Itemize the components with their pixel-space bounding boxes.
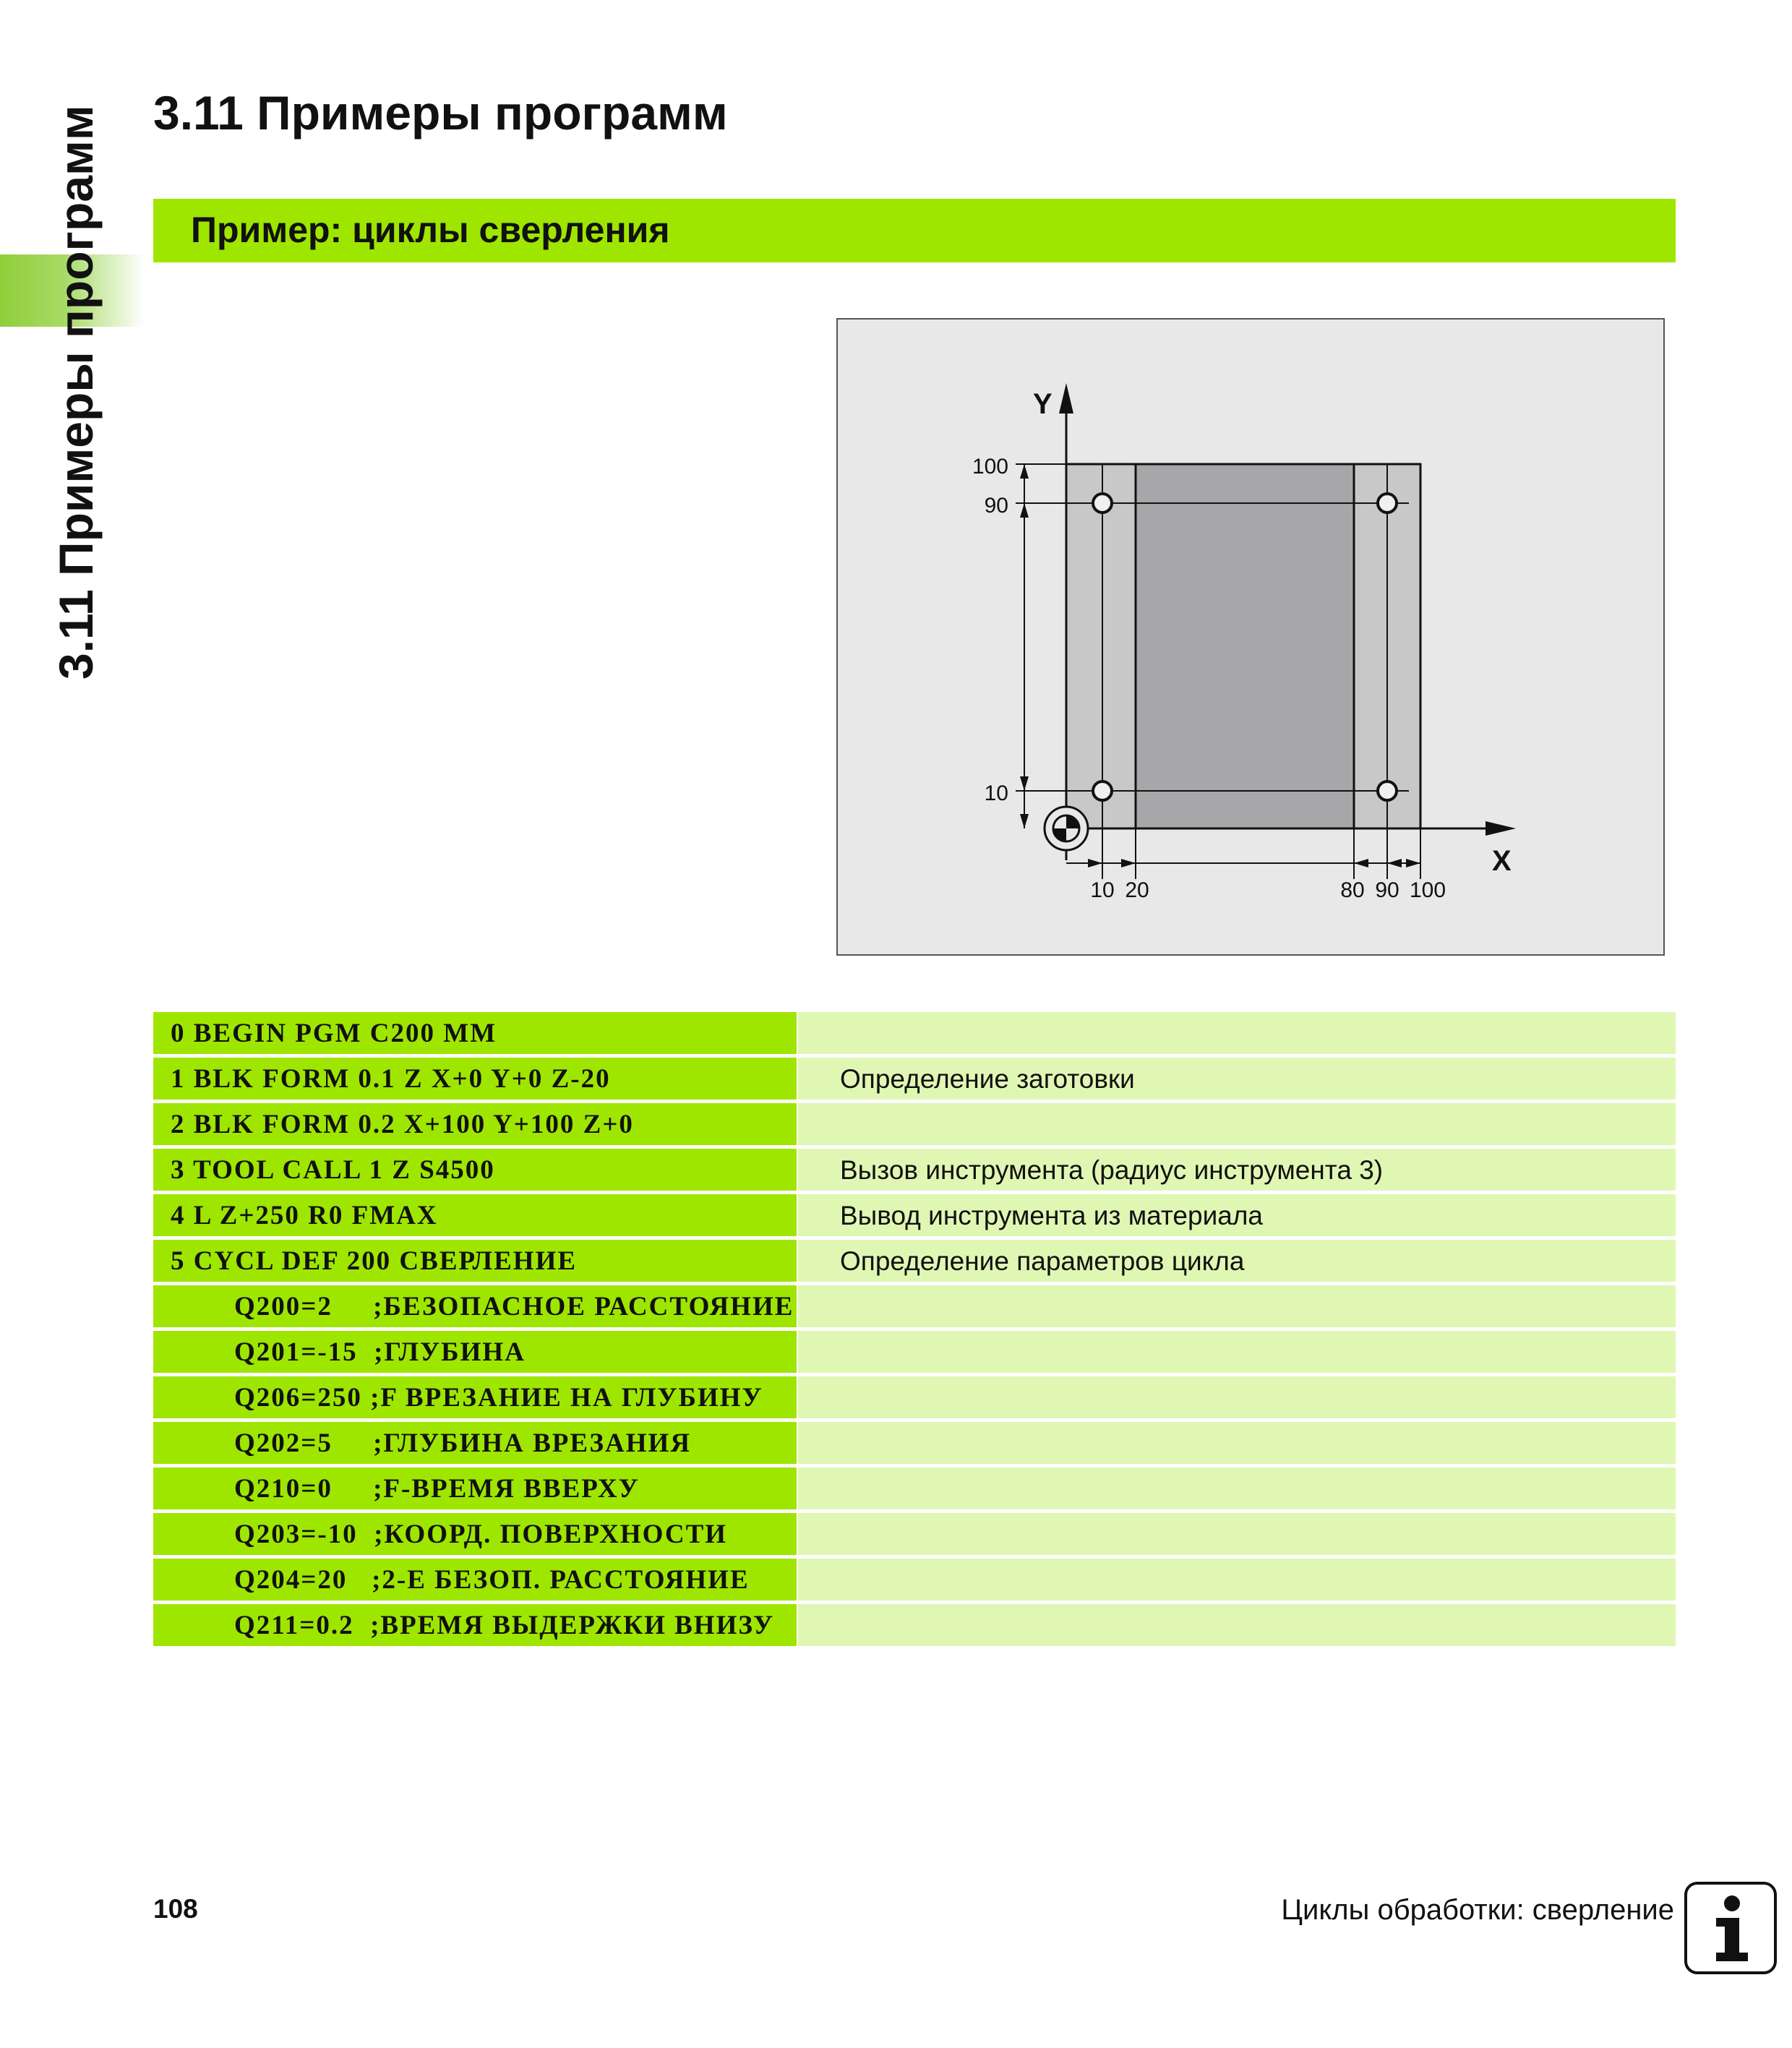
program-row: [153, 1604, 1676, 1646]
code-cell: [153, 1285, 797, 1327]
code-cell: [153, 1422, 797, 1464]
code-text: 5 CYCL DEF 200 СВЕРЛЕНИЕ: [171, 1246, 578, 1276]
dim-arrow: [1387, 859, 1402, 867]
comment-cell: [798, 1194, 1676, 1236]
code-cell: [153, 1559, 797, 1601]
code-cell: [153, 1376, 797, 1418]
comment-cell: [798, 1331, 1676, 1373]
code-cell: [153, 1058, 797, 1100]
program-row: [153, 1058, 1676, 1100]
code-cell: [153, 1468, 797, 1509]
dim-arrow: [1406, 859, 1420, 867]
code-text: 3 TOOL CALL 1 Z S4500: [171, 1155, 495, 1185]
hole-marker: [1378, 494, 1397, 513]
program-row: [153, 1422, 1676, 1464]
x-tick-label: 80: [1340, 878, 1365, 902]
code-text: Q201=-15 ;ГЛУБИНА: [234, 1337, 526, 1367]
comment-cell: [798, 1103, 1676, 1145]
code-cell: [153, 1103, 797, 1145]
comment-cell: [798, 1240, 1676, 1282]
comment-cell: [798, 1058, 1676, 1100]
x-tick-label: 20: [1125, 878, 1149, 902]
program-row: [153, 1240, 1676, 1282]
dim-arrow: [1020, 814, 1029, 828]
code-text: Q200=2 ;БЕЗОПАСНОЕ РАССТОЯНИЕ: [234, 1292, 794, 1321]
code-text: Q211=0.2 ;ВРЕМЯ ВЫДЕРЖКИ ВНИЗУ: [234, 1611, 775, 1640]
code-text: Q202=5 ;ГЛУБИНА ВРЕЗАНИЯ: [234, 1428, 692, 1458]
info-glyph: [1687, 1885, 1774, 1971]
dim-arrow: [1088, 859, 1102, 867]
program-row: [153, 1468, 1676, 1509]
code-cell: [153, 1012, 797, 1054]
code-cell: [153, 1331, 797, 1373]
x-tick-label: 100: [1409, 878, 1446, 902]
hole-marker: [1378, 781, 1397, 800]
program-row: [153, 1103, 1676, 1145]
comment-cell: [798, 1513, 1676, 1555]
code-text: Q206=250 ;F ВРЕЗАНИЕ НА ГЛУБИНУ: [234, 1383, 763, 1413]
comment-text: Определение параметров цикла: [840, 1246, 1245, 1276]
comment-text: Определение заготовки: [840, 1064, 1135, 1094]
y-tick-label: 100: [972, 455, 1008, 479]
code-text: 1 BLK FORM 0.1 Z X+0 Y+0 Z-20: [171, 1064, 611, 1094]
code-text: 0 BEGIN PGM C200 MM: [171, 1019, 497, 1048]
drawing-svg: [838, 320, 1666, 957]
program-row: [153, 1513, 1676, 1555]
code-cell: [153, 1194, 797, 1236]
code-cell: [153, 1513, 797, 1555]
dim-arrow: [1354, 859, 1368, 867]
program-row: [153, 1331, 1676, 1373]
dim-arrow: [1020, 464, 1029, 479]
x-tick-label: 10: [1090, 878, 1115, 902]
program-row: [153, 1559, 1676, 1601]
code-cell: [153, 1604, 797, 1646]
workpiece-pocket: [1136, 464, 1354, 828]
program-row: [153, 1012, 1676, 1054]
hole-marker: [1093, 494, 1112, 513]
x-axis-arrow: [1486, 821, 1516, 836]
drilling-drawing: [836, 318, 1665, 956]
info-icon[interactable]: [1684, 1882, 1777, 1974]
dim-arrow: [1121, 859, 1136, 867]
dim-arrow: [1020, 776, 1029, 791]
program-row: [153, 1194, 1676, 1236]
code-text: Q210=0 ;F-ВРЕМЯ ВВЕРХУ: [234, 1474, 640, 1504]
comment-cell: [798, 1559, 1676, 1601]
code-text: Q203=-10 ;КООРД. ПОВЕРХНОСТИ: [234, 1520, 728, 1549]
page-title: 3.11 Примеры программ: [153, 86, 728, 140]
code-cell: [153, 1240, 797, 1282]
comment-cell: [798, 1012, 1676, 1054]
page-number: 108: [153, 1894, 198, 1924]
program-row: [153, 1149, 1676, 1191]
footer-chapter: Циклы обработки: сверление: [1281, 1894, 1674, 1926]
x-tick-label: 90: [1375, 878, 1399, 902]
comment-cell: [798, 1376, 1676, 1418]
comment-cell: [798, 1285, 1676, 1327]
code-cell: [153, 1149, 797, 1191]
comment-cell: [798, 1149, 1676, 1191]
program-row: [153, 1376, 1676, 1418]
section-title: Пример: циклы сверления: [191, 210, 670, 250]
x-axis-label: X: [1492, 845, 1512, 877]
code-text: Q204=20 ;2-Е БЕЗОП. РАССТОЯНИЕ: [234, 1565, 750, 1595]
side-tab-title: 3.11 Примеры программ: [49, 105, 103, 680]
comment-text: Вызов инструмента (радиус инструмента 3): [840, 1155, 1384, 1185]
code-text: 2 BLK FORM 0.2 X+100 Y+100 Z+0: [171, 1110, 634, 1139]
comment-cell: [798, 1468, 1676, 1509]
section-header: [153, 199, 1676, 262]
y-tick-label: 90: [984, 494, 1008, 518]
program-row: [153, 1285, 1676, 1327]
y-axis-arrow: [1059, 383, 1073, 414]
comment-cell: [798, 1422, 1676, 1464]
comment-text: Вывод инструмента из материала: [840, 1201, 1263, 1230]
code-text: 4 L Z+250 R0 FMAX: [171, 1201, 438, 1230]
dim-arrow: [1020, 503, 1029, 518]
y-axis-label: Y: [1033, 388, 1053, 420]
hole-marker: [1093, 781, 1112, 800]
y-tick-label: 10: [984, 781, 1008, 805]
comment-cell: [798, 1604, 1676, 1646]
